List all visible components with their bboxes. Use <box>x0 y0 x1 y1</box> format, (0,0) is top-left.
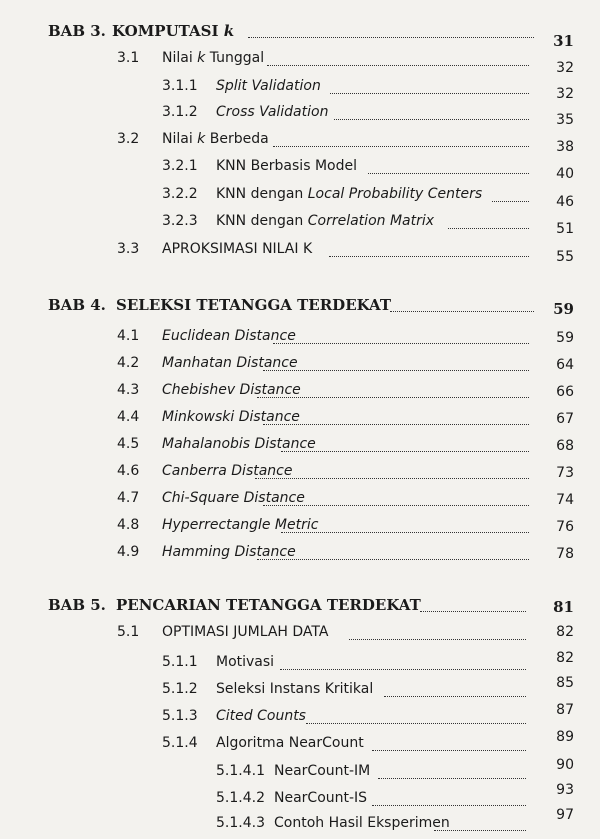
section-title: Mahalanobis Distance <box>162 436 316 452</box>
page-number: 59 <box>556 330 574 346</box>
page-number: 85 <box>556 675 574 691</box>
dot-leader <box>257 558 529 560</box>
section-title: NearCount-IS <box>274 790 368 806</box>
dot-leader <box>368 172 529 174</box>
toc-subsection-5-1-4 <box>162 729 574 759</box>
dot-leader <box>372 804 526 806</box>
chapter-title: PENCARIAN TETANGGA TERDEKAT <box>116 596 421 614</box>
page-number: 82 <box>556 624 574 640</box>
page-number: 64 <box>556 357 574 373</box>
section-title: Contoh Hasil Eksperimen <box>274 815 450 831</box>
toc-subsection-5-1-2 <box>162 675 574 705</box>
dot-leader <box>334 118 529 120</box>
dot-leader <box>281 450 529 452</box>
page-number: 97 <box>556 807 574 823</box>
section-title: Canberra Distance <box>162 463 293 479</box>
dot-leader <box>372 749 526 751</box>
page-number: 68 <box>556 438 574 454</box>
page-number: 32 <box>556 60 574 76</box>
chapter-number: BAB 4. <box>48 296 106 314</box>
page-number: 67 <box>556 411 574 427</box>
page-number: 90 <box>556 757 574 773</box>
page-number: 38 <box>556 139 574 155</box>
section-title: KNN dengan Correlation Matrix <box>216 213 435 229</box>
toc-section-4-6 <box>117 463 574 487</box>
chapter-number: BAB 5. <box>48 596 106 614</box>
dot-leader <box>330 92 529 94</box>
section-number: 3.1.1 <box>162 78 198 94</box>
toc-subsubsection-5-1-4-2 <box>216 782 574 814</box>
section-title: Chi-Square Distance <box>162 490 305 506</box>
section-title: APROKSIMASI NILAI K <box>162 241 313 257</box>
dot-leader <box>492 200 529 202</box>
toc-subsection-5-1-3 <box>162 702 574 732</box>
page-number: 82 <box>556 650 574 666</box>
toc-section-4-3 <box>117 382 574 406</box>
toc-chapter-4 <box>48 296 574 320</box>
page-number: 55 <box>556 249 574 265</box>
section-number: 4.8 <box>117 517 140 533</box>
section-number: 3.2.1 <box>162 158 198 174</box>
section-title: Hyperrectangle Metric <box>162 517 319 533</box>
dot-leader <box>248 36 534 38</box>
page-number: 46 <box>556 194 574 210</box>
section-title: Split Validation <box>216 78 321 94</box>
page-number: 35 <box>556 112 574 128</box>
dot-leader <box>420 610 526 612</box>
dot-leader <box>257 396 529 398</box>
section-number: 5.1.4.3 <box>216 815 265 831</box>
section-title: NearCount-IM <box>274 763 371 779</box>
dot-leader <box>273 145 529 147</box>
toc-subsection-3-1-1 <box>162 78 574 102</box>
toc-subsubsection-5-1-4-3 <box>216 807 574 839</box>
dot-leader <box>263 423 529 425</box>
toc-section-4-8 <box>117 517 574 541</box>
section-title: Cited Counts <box>216 708 306 724</box>
dot-leader <box>434 829 526 831</box>
section-number: 5.1.4.2 <box>216 790 265 806</box>
section-title: KNN Berbasis Model <box>216 158 357 174</box>
chapter-number: BAB 3. <box>48 22 106 40</box>
page-number: 59 <box>553 300 574 318</box>
page-number: 89 <box>556 729 574 745</box>
dot-leader <box>267 64 529 66</box>
toc-chapter-3 <box>48 22 574 50</box>
section-number: 3.1.2 <box>162 104 198 120</box>
section-title: OPTIMASI JUMLAH DATA <box>162 624 329 640</box>
toc-subsection-3-2-3 <box>162 213 574 237</box>
toc-section-3-2 <box>117 131 574 155</box>
page-number: 78 <box>556 546 574 562</box>
toc-section-4-7 <box>117 490 574 514</box>
section-title: Chebishev Distance <box>162 382 301 398</box>
page-number: 76 <box>556 519 574 535</box>
page-number: 51 <box>556 221 574 237</box>
toc-section-4-2 <box>117 355 574 379</box>
chapter-title: SELEKSI TETANGGA TERDEKAT <box>116 296 392 314</box>
dot-leader <box>263 504 529 506</box>
toc-section-3-3 <box>117 241 574 265</box>
dot-leader <box>390 310 534 312</box>
page-number: 31 <box>553 32 574 50</box>
section-number: 3.2.3 <box>162 213 198 229</box>
section-number: 4.2 <box>117 355 140 371</box>
section-title: Cross Validation <box>216 104 329 120</box>
dot-leader <box>306 722 526 724</box>
section-title: Euclidean Distance <box>162 328 296 344</box>
section-title: Minkowski Distance <box>162 409 300 425</box>
section-title: Hamming Distance <box>162 544 296 560</box>
page-number: 66 <box>556 384 574 400</box>
page-number: 73 <box>556 465 574 481</box>
section-number: 3.2.2 <box>162 186 198 202</box>
section-number: 4.6 <box>117 463 140 479</box>
dot-leader <box>255 477 529 479</box>
toc-section-4-9 <box>117 544 574 568</box>
toc-subsection-3-2-1 <box>162 158 574 182</box>
toc-subsubsection-5-1-4-1 <box>216 757 574 787</box>
section-title: Seleksi Instans Kritikal <box>216 681 374 697</box>
section-number: 4.1 <box>117 328 140 344</box>
section-number: 5.1.2 <box>162 681 198 697</box>
dot-leader <box>273 342 529 344</box>
page-number: 93 <box>556 782 574 798</box>
section-number: 4.9 <box>117 544 140 560</box>
section-number: 5.1.3 <box>162 708 198 724</box>
dot-leader <box>280 668 526 670</box>
toc-section-3-1 <box>117 50 574 74</box>
section-number: 4.7 <box>117 490 140 506</box>
toc-subsection-3-1-2 <box>162 104 574 128</box>
toc-section-4-4 <box>117 409 574 433</box>
section-number: 5.1 <box>117 624 140 640</box>
dot-leader <box>384 695 526 697</box>
section-number: 4.3 <box>117 382 140 398</box>
toc-section-4-1 <box>117 328 574 352</box>
toc-chapter-5 <box>48 596 574 620</box>
section-title: Motivasi <box>216 654 275 670</box>
toc-subsection-5-1-1 <box>162 650 574 678</box>
section-number: 3.1 <box>117 50 140 66</box>
dot-leader <box>378 777 526 779</box>
section-title: Nilai k Tunggal <box>162 50 265 66</box>
section-number: 5.1.1 <box>162 654 198 670</box>
section-number: 3.3 <box>117 241 140 257</box>
chapter-title: KOMPUTASI k <box>112 22 235 40</box>
page-number: 87 <box>556 702 574 718</box>
page-number: 81 <box>553 598 574 616</box>
dot-leader <box>281 531 529 533</box>
section-title: Manhatan Distance <box>162 355 298 371</box>
dot-leader <box>329 255 529 257</box>
dot-leader <box>263 369 529 371</box>
section-title: Algoritma NearCount <box>216 735 364 751</box>
toc-section-4-5 <box>117 436 574 460</box>
dot-leader <box>448 227 529 229</box>
section-number: 3.2 <box>117 131 140 147</box>
page-number: 40 <box>556 166 574 182</box>
section-title: KNN dengan Local Probability Centers <box>216 186 483 202</box>
section-title: Nilai k Berbeda <box>162 131 269 147</box>
toc-section-5-1 <box>117 624 574 648</box>
page-number: 74 <box>556 492 574 508</box>
toc-subsection-3-2-2 <box>162 186 574 210</box>
section-number: 5.1.4 <box>162 735 198 751</box>
section-number: 4.4 <box>117 409 140 425</box>
section-number: 4.5 <box>117 436 140 452</box>
dot-leader <box>349 638 526 640</box>
page-number: 32 <box>556 86 574 102</box>
section-number: 5.1.4.1 <box>216 763 265 779</box>
